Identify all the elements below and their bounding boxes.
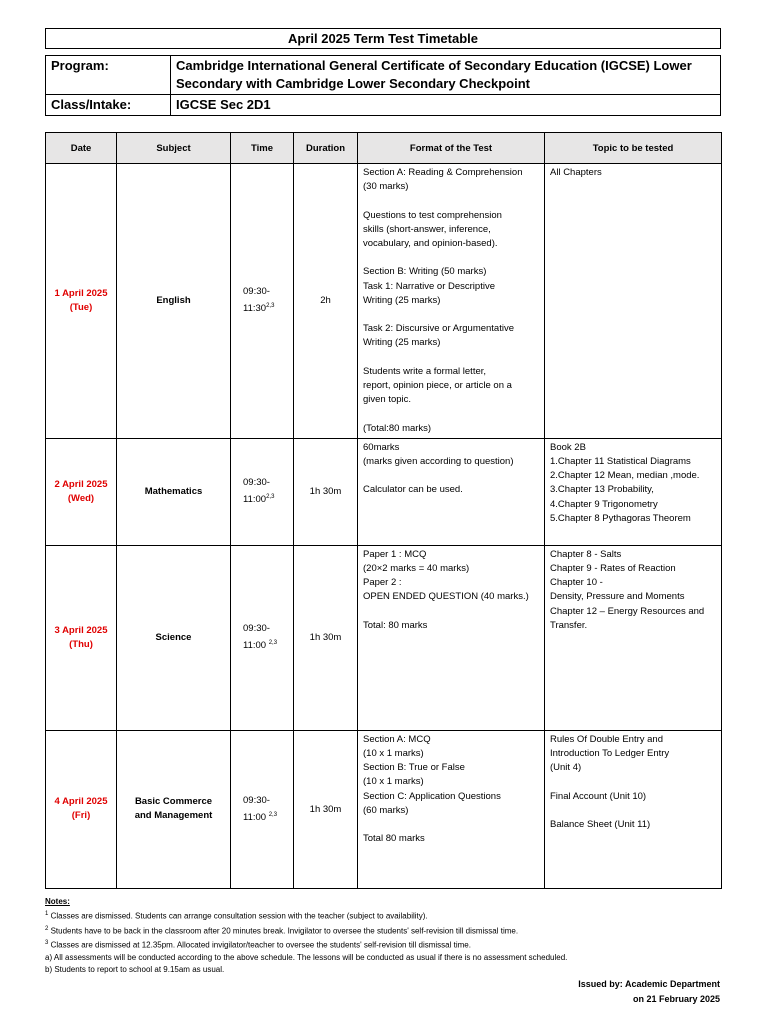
timetable-header-row	[46, 133, 722, 164]
topic-line: Rules Of Double Entry and	[550, 733, 664, 745]
format-line: 60marks	[363, 441, 400, 453]
time-end: 11:00	[243, 494, 267, 506]
timetable-row	[46, 545, 722, 730]
topic-line: Final Account (Unit 10)	[550, 790, 647, 802]
date-cell	[46, 438, 117, 545]
time-start: 09:30-	[243, 794, 270, 806]
format-line: Writing (25 marks)	[363, 294, 441, 306]
time-end-line	[243, 490, 293, 507]
date-cell	[46, 164, 117, 439]
topic-line: Book 2B	[550, 441, 586, 453]
note-marker: 2	[45, 925, 49, 932]
program-label: Program:	[46, 56, 171, 95]
class-label: Class/Intake:	[46, 95, 171, 116]
format-line: Calculator can be used.	[363, 484, 463, 496]
topic-line: Transfer.	[550, 619, 588, 631]
time-footnote: 2,3	[268, 640, 278, 647]
exam-date: 1 April 2025	[54, 287, 108, 299]
format-cell	[358, 730, 545, 888]
topic-line: 4.Chapter 9 Trigonometry	[550, 498, 658, 510]
topic-cell	[545, 438, 722, 545]
format-line: (marks given according to question)	[363, 455, 514, 467]
format-line: Questions to test comprehension	[363, 209, 502, 221]
topic-line: All Chapters	[550, 167, 602, 178]
format-line	[363, 351, 539, 365]
note-marker: 3	[45, 940, 49, 947]
topic-cell	[545, 164, 722, 439]
subject-name: and Management	[134, 810, 213, 822]
time-footnote: 2,3	[268, 811, 278, 818]
exam-day: (Tue)	[69, 301, 93, 313]
format-line: Section A: MCQ	[363, 733, 431, 745]
topic-line: Introduction To Ledger Entry	[550, 747, 670, 759]
topic-line: Chapter 12 – Energy Resources and	[550, 605, 705, 617]
topic-cell	[545, 545, 722, 730]
topic-line	[550, 775, 716, 789]
topic-cell	[545, 730, 722, 888]
format-line	[363, 605, 539, 619]
format-cell	[358, 164, 545, 439]
notes-heading: Notes:	[45, 897, 70, 906]
format-line: (10 x 1 marks)	[363, 747, 424, 759]
program-value: Cambridge International General Certificate of Secondary Education (IGCSE) Lower Secondary with Cambridge Lower Secondary Checkpoint	[171, 56, 721, 95]
exam-day: (Thu)	[69, 638, 93, 650]
date-cell	[46, 545, 117, 730]
time-footnote: 2,3	[266, 494, 275, 501]
note-item	[45, 964, 567, 976]
note-text: Classes are dismissed at 12.35pm. Allocated invigilator/teacher to oversee the students' self-revision till dismissal time.	[48, 940, 471, 950]
duration-value: 2h	[320, 295, 331, 307]
note-text: b) Students to report to school at 9.15am as usual.	[45, 964, 225, 974]
note-item	[45, 923, 567, 938]
topic-line: 3.Chapter 13 Probability,	[550, 484, 654, 496]
format-cell	[358, 545, 545, 730]
timetable-title: April 2025 Term Test Timetable	[45, 28, 721, 49]
format-line: Task 2: Discursive or Argumentative	[363, 323, 515, 335]
format-line: Paper 1 : MCQ	[363, 548, 427, 560]
header-subject: Subject	[117, 133, 231, 164]
timetable	[45, 132, 722, 889]
duration-cell	[294, 438, 358, 545]
format-line: vocabulary, and opinion-based).	[363, 238, 498, 249]
issued-date-line: on 21 February 2025	[632, 994, 720, 1004]
note-text: Classes are dismissed. Students can arrange consultation session with the teacher (subject to availability).	[48, 911, 428, 921]
format-line: (30 marks)	[363, 181, 409, 193]
duration-cell	[294, 545, 358, 730]
note-text: Students have to be back in the classroom after 20 minutes break. Invigilator to oversee the students' self-revision till dismissal time.	[48, 926, 519, 936]
note-item	[45, 952, 567, 964]
format-line: Section C: Application Questions	[363, 790, 501, 802]
subject-name: Basic Commerce	[134, 796, 213, 808]
format-line: Task 1: Narrative or Descriptive	[363, 280, 495, 292]
note-item	[45, 908, 567, 923]
exam-date: 3 April 2025	[54, 624, 108, 636]
header-time: Time	[231, 133, 294, 164]
timetable-row	[46, 164, 722, 439]
subject-cell	[117, 545, 231, 730]
program-info-table	[45, 55, 721, 116]
format-line: Students write a formal letter,	[363, 365, 487, 377]
format-line: Paper 2 :	[363, 577, 402, 589]
format-line	[363, 818, 539, 832]
subject-name: Science	[155, 631, 192, 643]
topic-line: Chapter 8 - Salts	[550, 548, 622, 560]
note-marker: 1	[45, 911, 49, 917]
topic-line	[550, 804, 716, 818]
timetable-row	[46, 730, 722, 888]
time-start: 09:30-	[243, 623, 270, 635]
time-cell	[231, 164, 294, 439]
time-end: 11:00	[243, 811, 269, 823]
format-line	[363, 194, 539, 208]
duration-cell	[294, 164, 358, 439]
format-line: given topic.	[363, 394, 412, 406]
format-line	[363, 407, 539, 421]
exam-day: (Wed)	[67, 492, 95, 504]
topic-line: (Unit 4)	[550, 762, 582, 774]
duration-cell	[294, 730, 358, 888]
format-line	[363, 251, 539, 265]
subject-cell	[117, 438, 231, 545]
timetable-row	[46, 438, 722, 545]
format-line: Section A: Reading & Comprehension	[363, 167, 523, 178]
exam-date: 2 April 2025	[54, 478, 108, 490]
subject-name: English	[156, 294, 191, 306]
issued-by-line: Issued by: Academic Department	[578, 979, 720, 989]
topic-line: Chapter 9 - Rates of Reaction	[550, 562, 676, 574]
time-end-line	[243, 808, 293, 825]
date-cell	[46, 730, 117, 888]
topic-line: Density, Pressure and Moments	[550, 591, 685, 603]
format-line: Total: 80 marks	[363, 619, 428, 631]
format-line: report, opinion piece, or article on a	[363, 379, 512, 391]
exam-day: (Fri)	[71, 810, 91, 822]
time-cell	[231, 438, 294, 545]
format-line: (60 marks)	[363, 804, 409, 816]
subject-name: Mathematics	[144, 485, 203, 497]
time-end-line	[243, 299, 293, 316]
time-cell	[231, 545, 294, 730]
format-line: (10 x 1 marks)	[363, 776, 424, 788]
program-row	[46, 56, 721, 95]
topic-line: 2.Chapter 12 Mean, median ,mode.	[550, 470, 700, 482]
format-line: OPEN ENDED QUESTION (40 marks.)	[363, 591, 529, 603]
format-line: (Total:80 marks)	[363, 422, 432, 434]
note-text: a) All assessments will be conducted according to the above schedule. The lessons will be conducted as usual if there is no assessment scheduled.	[45, 952, 568, 962]
format-cell	[358, 438, 545, 545]
time-footnote: 2,3	[266, 303, 275, 310]
duration-value: 1h 30m	[309, 632, 342, 644]
topic-line: Balance Sheet (Unit 11)	[550, 818, 651, 830]
header-format: Format of the Test	[358, 133, 545, 164]
header-duration: Duration	[294, 133, 358, 164]
time-end-line	[243, 636, 293, 653]
time-start: 09:30-	[243, 286, 270, 298]
subject-cell	[117, 730, 231, 888]
header-date: Date	[46, 133, 117, 164]
format-line: Section B: True or False	[363, 762, 465, 774]
note-item	[45, 937, 567, 952]
duration-value: 1h 30m	[309, 803, 342, 815]
topic-line: 1.Chapter 11 Statistical Diagrams	[550, 455, 691, 467]
time-cell	[231, 730, 294, 888]
topic-line: 5.Chapter 8 Pythagoras Theorem	[550, 512, 691, 524]
time-end: 11:00	[243, 640, 269, 652]
notes-section	[45, 896, 567, 976]
format-line: Writing (25 marks)	[363, 337, 441, 349]
subject-cell	[117, 164, 231, 439]
format-line: Section B: Writing (50 marks)	[363, 266, 487, 278]
format-line: (20×2 marks = 40 marks)	[363, 562, 470, 574]
topic-line: Chapter 10 -	[550, 577, 603, 589]
time-start: 09:30-	[243, 477, 270, 489]
duration-value: 1h 30m	[309, 486, 342, 498]
class-value: IGCSE Sec 2D1	[171, 95, 721, 116]
header-topic: Topic to be tested	[545, 133, 722, 164]
time-end: 11:30	[243, 303, 267, 315]
issued-by	[578, 977, 720, 1007]
format-line: Total 80 marks	[363, 833, 425, 845]
exam-date: 4 April 2025	[54, 796, 108, 808]
format-line: skills (short-answer, inference,	[363, 223, 491, 235]
format-line	[363, 308, 539, 322]
format-line	[363, 469, 539, 483]
class-row	[46, 95, 721, 116]
